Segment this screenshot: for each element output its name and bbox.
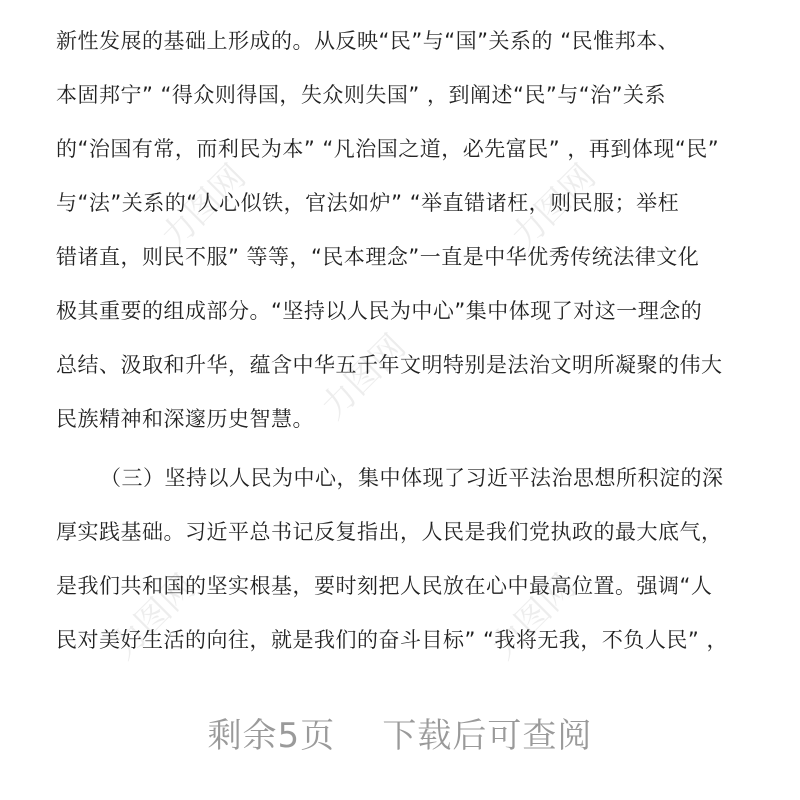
text-line: 错诸直，则民不服” 等等，“民本理念”一直是中华优秀传统法律文化 xyxy=(56,245,700,269)
watermark: 力图网 xyxy=(503,156,604,258)
text-line: 民族精神和深邃历史智慧。 xyxy=(56,407,314,431)
text-line: 民对美好生活的向往，就是我们的奋斗目标” “我将无我，不负人民” ， xyxy=(56,628,728,652)
text-line: 是我们共和国的坚实根基，要时刻把人民放在心中最高位置。强调“人 xyxy=(56,574,713,598)
text-line: 极其重要的组成部分。“坚持以人民为中心”集中体现了对这一理念的 xyxy=(56,299,703,323)
watermark: 力图网 xyxy=(313,326,414,428)
text-line: （三）坚持以人民为中心，集中体现了习近平法治思想所积淀的深 xyxy=(100,466,724,490)
text-line: 厚实践基础。习近平总书记反复指出，人民是我们党执政的最大底气， xyxy=(56,520,723,544)
remaining-pages-banner[interactable] xyxy=(0,692,800,772)
watermark: 力图网 xyxy=(483,566,584,668)
watermark: 力图网 xyxy=(153,156,254,258)
text-line: 本固邦宁” “得众则得国，失众则失国” ，到阐述“民”与“治”关系 xyxy=(56,83,667,107)
text-line: 新性发展的基础上形成的。从反映“民”与“国”关系的 “民惟邦本、 xyxy=(56,29,680,53)
text-line: 与“法”关系的“人心似铁，官法如炉” “举直错诸枉，则民服；举枉 xyxy=(56,191,680,215)
paragraph-1 xyxy=(56,26,746,458)
text-line: 总结、汲取和升华，蕴含中华五千年文明特别是法治文明所凝聚的伟大 xyxy=(56,353,723,377)
text-line: 的“治国有常，而利民为本” “凡治国之道，必先富民” ，再到体现“民” xyxy=(56,137,720,161)
paragraph-2 xyxy=(56,463,746,679)
watermark: 力图网 xyxy=(103,566,204,668)
remaining-pages-link[interactable]: 剩余5页 下载后可查阅 xyxy=(207,715,593,756)
